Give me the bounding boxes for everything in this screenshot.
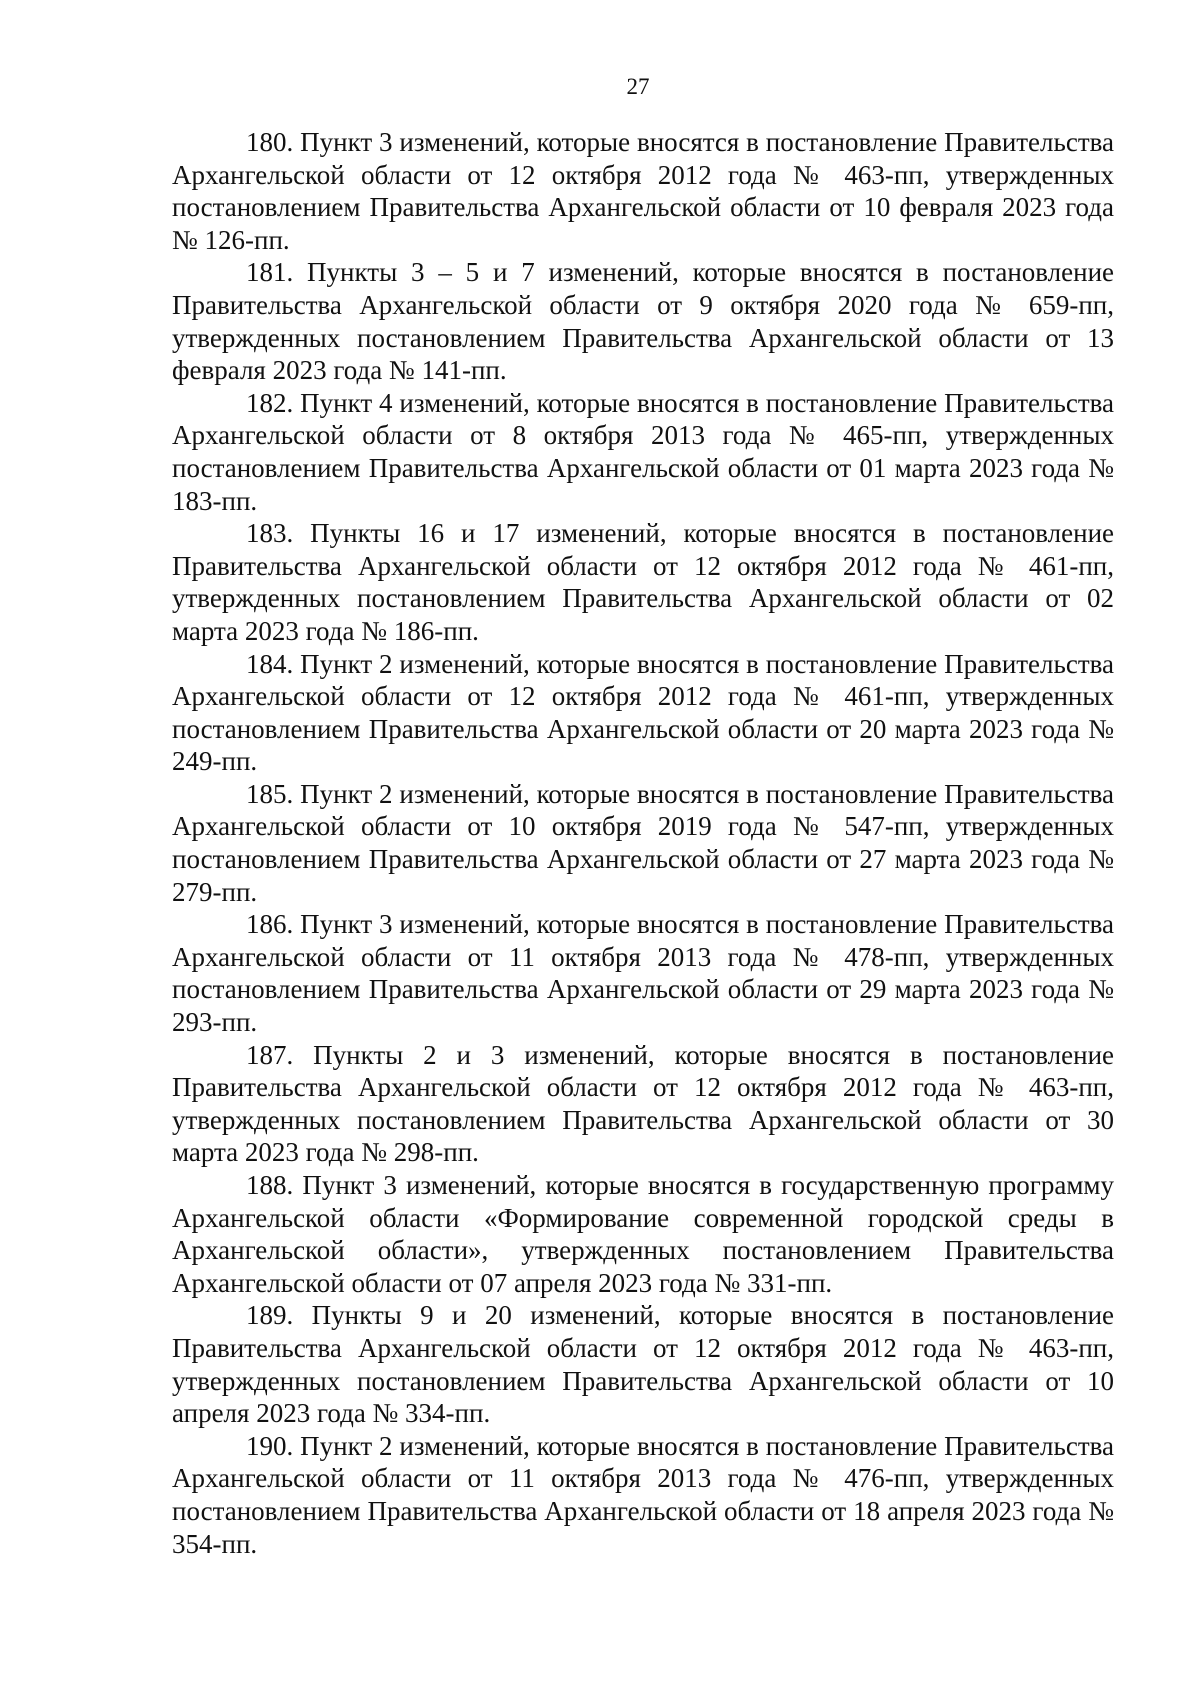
list-item: 181. Пункты 3 – 5 и 7 изменений, которые вносятся в постановление Правительства Архангельской области от 9 октября 2020 года № 659-пп, утвержденных постановлением Правительства Архангельской области от 13 февраля 2023 года № 141-пп. bbox=[172, 257, 1114, 386]
list-item: 189. Пункты 9 и 20 изменений, которые вносятся в постановление Правительства Архангельской области от 12 октября 2012 года № 463-пп, утвержденных постановлением Правительства Архангельской области от 10 апреля 2023 года № 334-пп. bbox=[172, 1300, 1114, 1429]
list-item: 186. Пункт 3 изменений, которые вносятся в постановление Правительства Архангельской области от 11 октября 2013 года № 478-пп, утвержденных постановлением Правительства Архангельской области от 29 марта 2023 года № 293-пп. bbox=[172, 909, 1114, 1038]
list-item: 183. Пункты 16 и 17 изменений, которые вносятся в постановление Правительства Архангельской области от 12 октября 2012 года № 461-пп, утвержденных постановлением Правительства Архангельской области от 02 марта 2023 года № 186-пп. bbox=[172, 518, 1114, 646]
document-body bbox=[172, 126, 1114, 1560]
list-item: 190. Пункт 2 изменений, которые вносятся в постановление Правительства Архангельской области от 11 октября 2013 года № 476-пп, утвержденных постановлением Правительства Архангельской области от 18 апреля 2023 года № 354-пп. bbox=[172, 1430, 1114, 1559]
list-item: 184. Пункт 2 изменений, которые вносятся в постановление Правительства Архангельской области от 12 октября 2012 года № 461-пп, утвержденных постановлением Правительства Архангельской области от 20 марта 2023 года № 249-пп. bbox=[172, 648, 1114, 777]
list-item: 188. Пункт 3 изменений, которые вносятся в государственную программу Архангельской области «Формирование современной городской среды в Архангельской области», утвержденных постановлением Правительства Архангельской области от 07 апреля 2023 года № 331-пп. bbox=[172, 1170, 1114, 1298]
list-item: 180. Пункт 3 изменений, которые вносятся в постановление Правительства Архангельской области от 12 октября 2012 года № 463-пп, утвержденных постановлением Правительства Архангельской области от 10 февраля 2023 года № 126-пп. bbox=[172, 127, 1114, 255]
list-item: 182. Пункт 4 изменений, которые вносятся в постановление Правительства Архангельской области от 8 октября 2013 года № 465-пп, утвержденных постановлением Правительства Архангельской области от 01 марта 2023 года № 183-пп. bbox=[172, 387, 1114, 516]
list-item: 187. Пункты 2 и 3 изменений, которые вносятся в постановление Правительства Архангельской области от 12 октября 2012 года № 463-пп, утвержденных постановлением Правительства Архангельской области от 30 марта 2023 года № 298-пп. bbox=[172, 1039, 1114, 1168]
list-item: 185. Пункт 2 изменений, которые вносятся в постановление Правительства Архангельской области от 10 октября 2019 года № 547-пп, утвержденных постановлением Правительства Архангельской области от 27 марта 2023 года № 279-пп. bbox=[172, 778, 1114, 907]
page-number: 27 bbox=[626, 74, 650, 99]
